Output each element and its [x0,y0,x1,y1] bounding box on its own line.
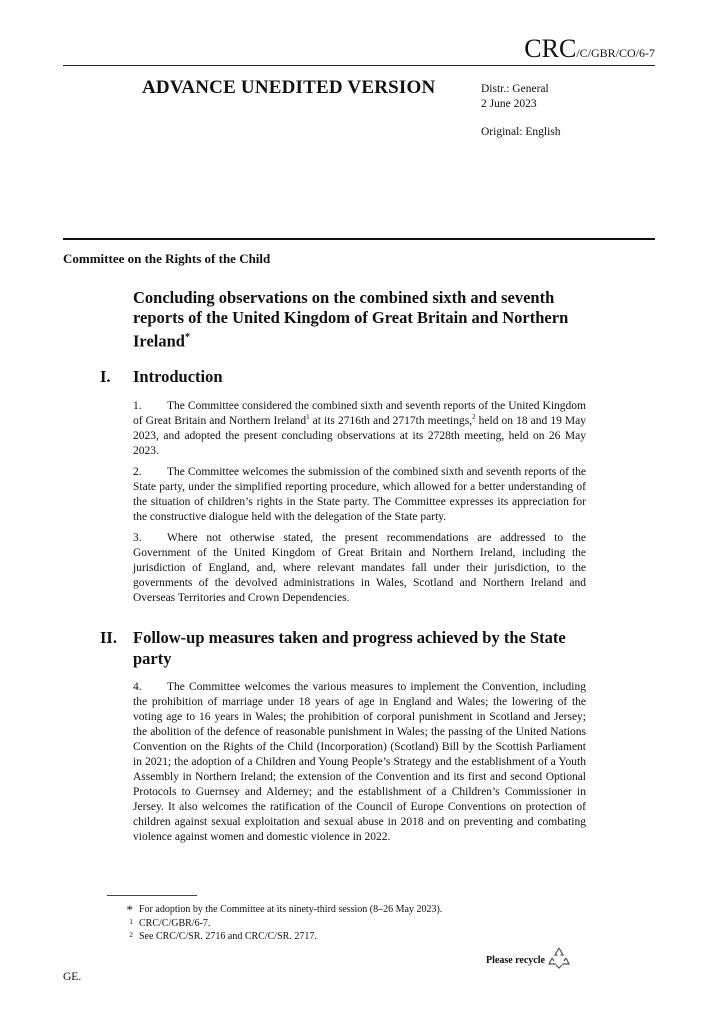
committee-name: Committee on the Rights of the Child [63,251,271,266]
distribution-label: Distr.: General [481,83,549,95]
please-recycle [486,946,571,975]
footnote-divider [107,895,197,896]
footnote-mark: 2 [129,930,133,939]
section-title: Introduction [133,367,223,386]
paragraph-number: 1. [133,400,142,412]
issue-date: 2 June 2023 [481,98,537,110]
title-text: Concluding observations on the combined sixth and seventh reports of the United Kingdom of Great Britain and Northern Ireland [133,288,569,351]
paragraph-text: The Committee welcomes the submission of the combined sixth and seventh reports of the State party, under the simplified reporting procedure, which allowed for a better understanding of the situation of children’s rights in the State party. The Committee expresses its appreciation for the constructive dialogue held with the delegation of the State party. [133,466,586,523]
paragraph-text: The Committee welcomes the various measures to implement the Convention, including the prohibition of marriage under 18 years of age in England and Wales; the lowering of the voting age to 16 years in Wales; the prohibition of corporal punishment in Scotland and Jersey; the abolition of the defence of reasonable punishment in Wales; the passing of the United Nations Convention on the Rights of the Child (Incorporation) (Scotland) Bill by the Scottish Parliament in 2021; the adoption of a Children and Young People’s Strategy and the establishment of a Youth Assembly in Northern Ireland; the extension of the Convention and its first and second Optional Protocols to Guernsey and Alderney; and the establishment of a Children’s Commissioner in Jersey. It also welcomes the ratification of the Council of Europe Conventions on protection of children against sexual exploitation and sexual abuse in 2018 and on preventing and combating violence against women and domestic violence in 2022. [133,681,586,843]
section-number: I. [100,367,111,386]
footnote-ref-1[interactable]: 1 [306,413,310,422]
footnote-text: See CRC/C/SR. 2716 and CRC/C/SR. 2717. [139,931,317,942]
title-footnote-marker: * [184,332,190,343]
header-divider [63,65,655,66]
paragraph-4 [133,680,586,845]
footnote-star [112,903,442,917]
footnote-ref-2[interactable]: 2 [472,413,476,422]
advance-unedited-label: ADVANCE UNEDITED VERSION [142,77,436,98]
paragraph-number: 2. [133,466,142,478]
paragraph-1 [133,399,586,459]
recycle-icon [547,946,571,975]
section-number: II. [100,628,117,647]
paragraph-text: The Committee considered the combined sixth and seventh reports of the United Kingdom of Great Britain and Northern Ireland [133,400,586,427]
masthead-divider [63,238,655,240]
footnote-mark: * [126,902,133,917]
recycle-label: Please recycle [486,955,545,966]
symbol-main: CRC [524,34,577,63]
document-symbol [524,36,655,62]
paragraph-3 [133,531,586,606]
footnote-1 [112,917,442,931]
paragraph-number: 3. [133,532,142,544]
section-heading-follow-up [100,627,600,669]
distribution-info [481,82,549,112]
paragraph-text: at its 2716th and 2717th meetings, [309,415,473,427]
original-language: Original: English [481,126,561,138]
ge-number: GE. [63,971,82,983]
footnote-text: CRC/C/GBR/6-7. [139,917,211,929]
footnote-text: For adoption by the Committee at its ninety-third session (8–26 May 2023). [139,904,443,915]
paragraph-text: Where not otherwise stated, the present recommendations are addressed to the Government of the United Kingdom of Great Britain and Northern Ireland, including the jurisdiction of England, and, where relevant mandates fall under their jurisdiction, to the governments of the devolved administrations in Wales, Scotland and Northern Ireland and Overseas Territories and Crown Dependencies. [133,532,586,604]
footnote-2 [112,930,442,944]
section-title: Follow-up measures taken and progress achieved by the State party [133,628,566,668]
symbol-suffix: /C/GBR/CO/6-7 [576,46,655,60]
footnote-mark: 1 [129,916,133,926]
paragraph-text: held on 18 and 19 May 2023, and adopted the present concluding observations at its 2728th meeting, held on 26 May 2023. [133,415,586,457]
footnotes [112,903,442,944]
document-title [133,288,603,352]
paragraph-2 [133,465,586,525]
paragraph-number: 4. [133,681,142,693]
section-heading-introduction [100,366,600,387]
